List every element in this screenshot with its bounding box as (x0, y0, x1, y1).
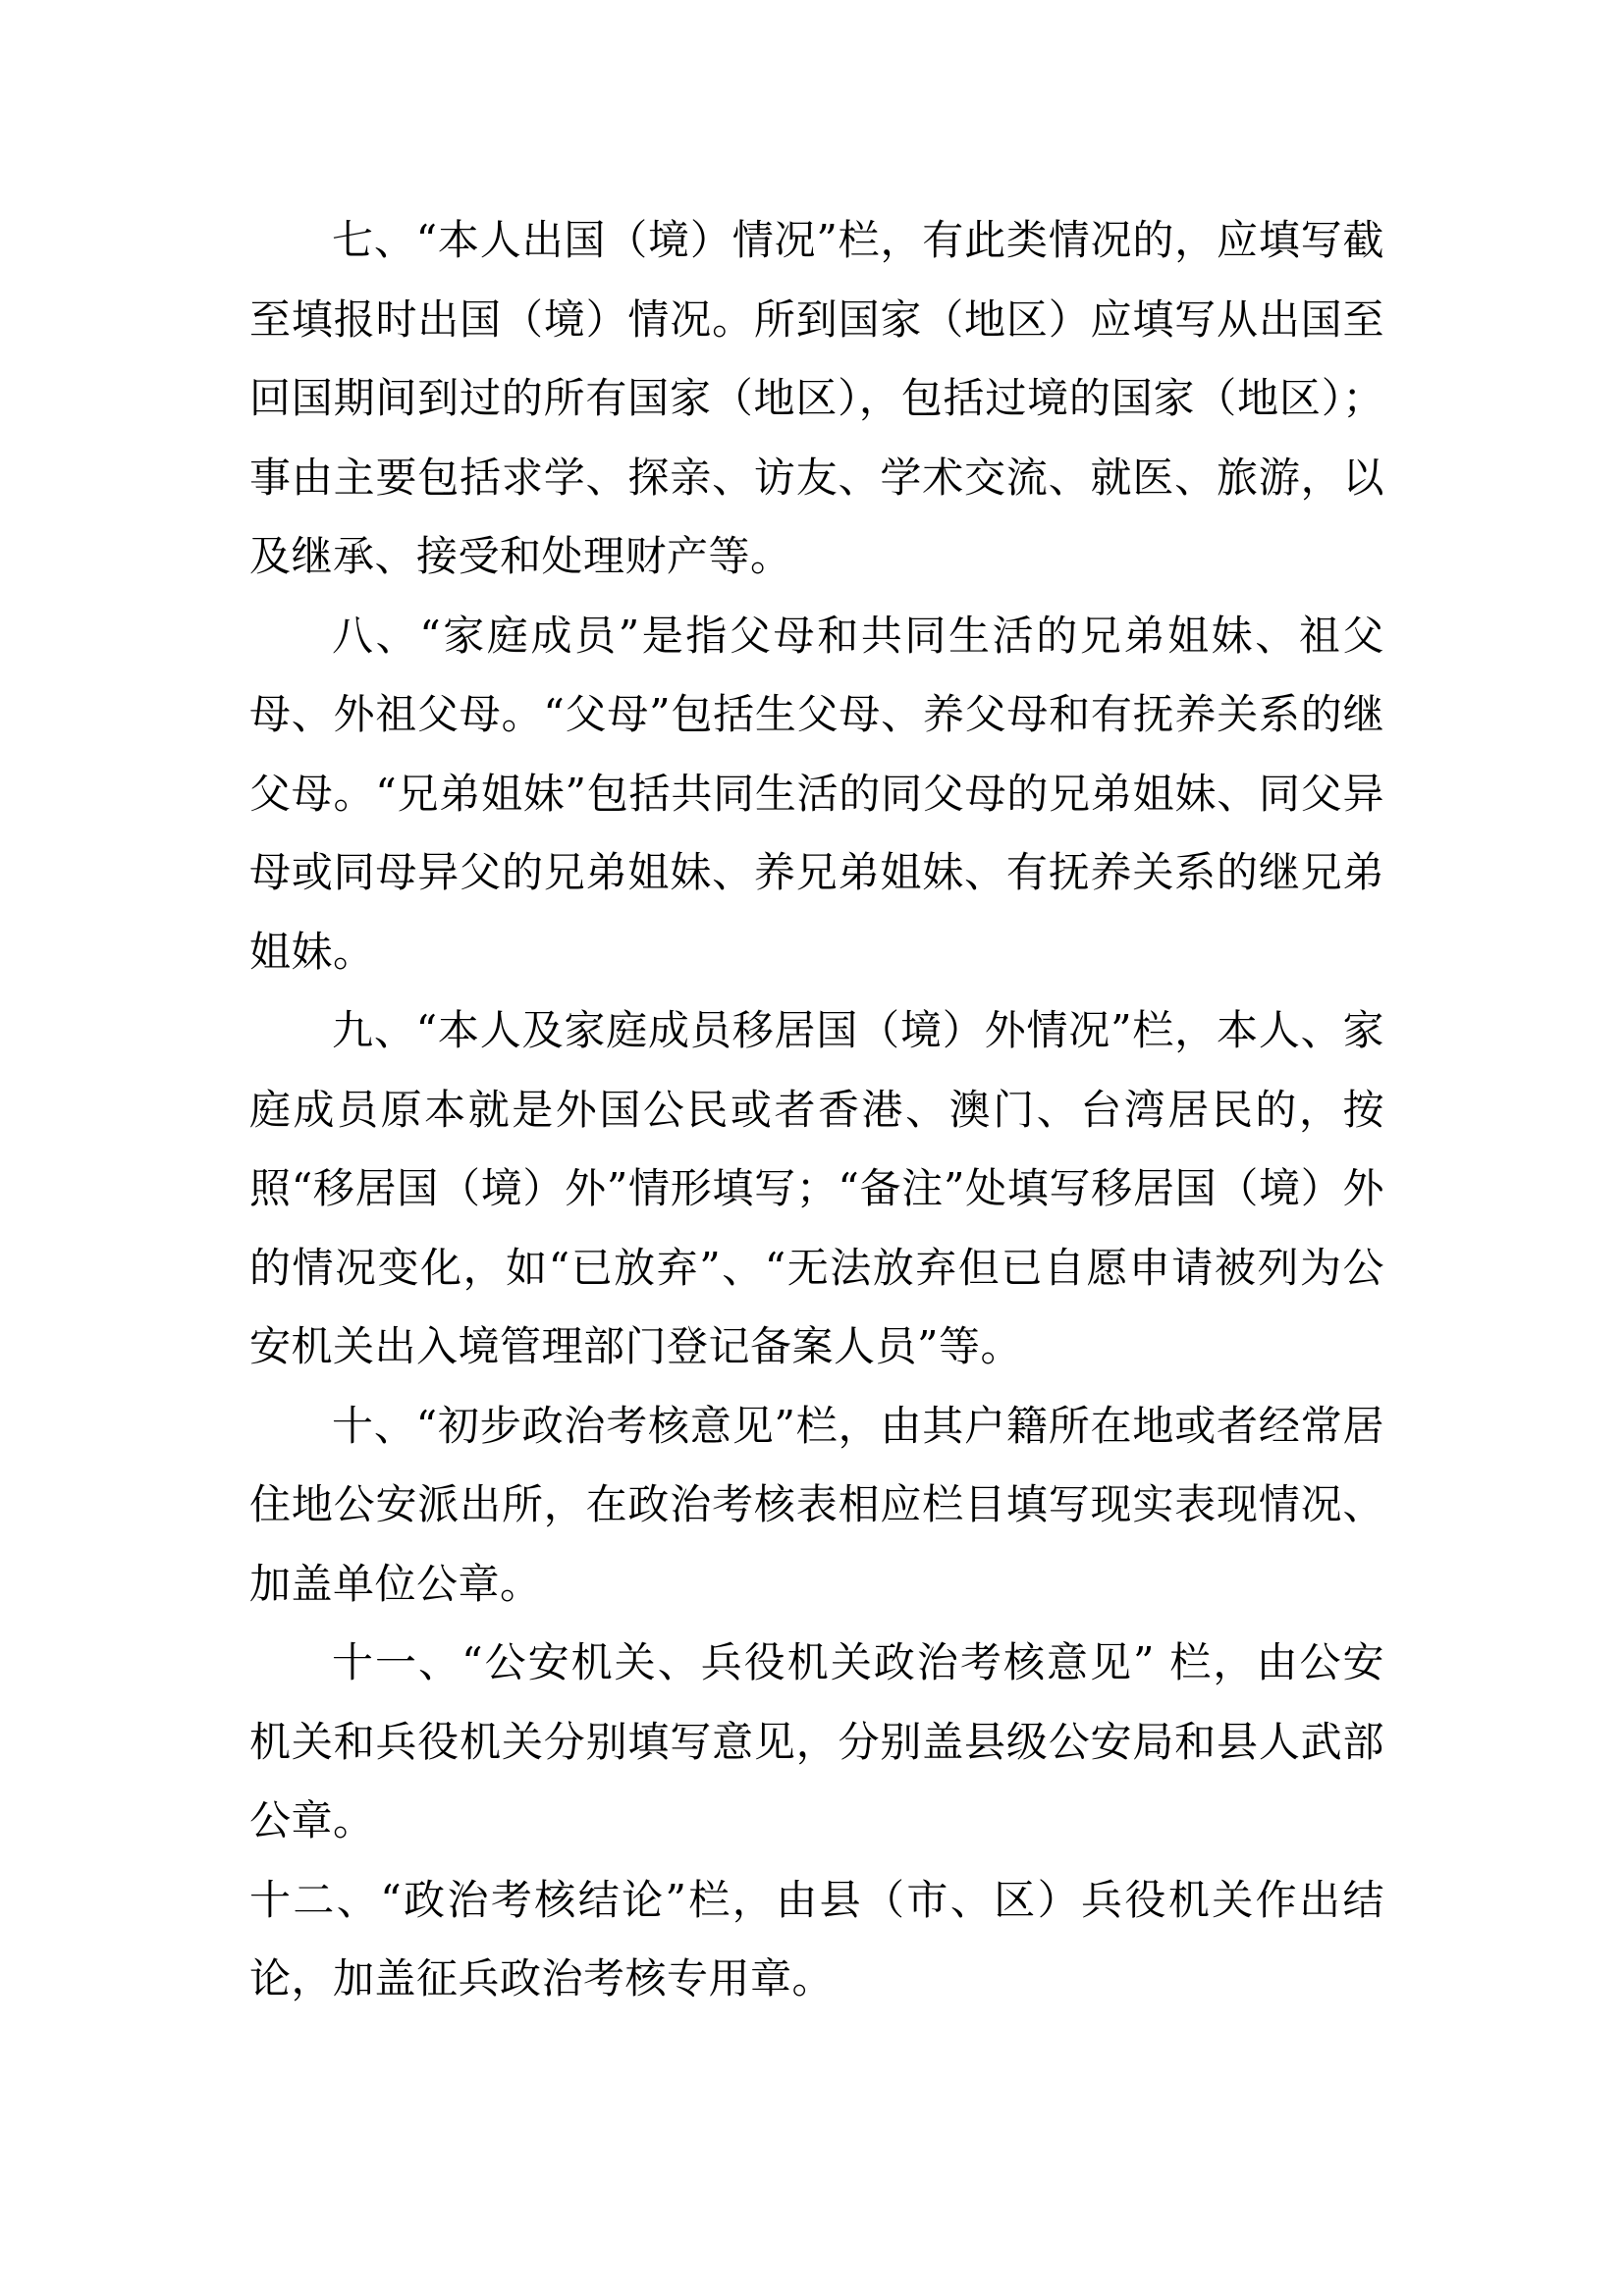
paragraph-item-11: 十一、“公安机关、兵役机关政治考核意见” 栏，由公安机关和兵役机关分别填写意见，分别盖县级公安局和县人武部公章。 (249, 1638, 1384, 1844)
paragraph-item-8: 八、“家庭成员”是指父母和共同生活的兄弟姐妹、祖父母、外祖父母。“父母”包括生父母、养父母和有抚养关系的继父母。“兄弟姐妹”包括共同生活的同父母的兄弟姐妹、同父异母或同母异父的兄弟姐妹、养兄弟姐妹、有抚养关系的继兄弟姐妹。 (249, 611, 1384, 976)
paragraph-item-9: 九、“本人及家庭成员移居国（境）外情况”栏，本人、家庭成员原本就是外国公民或者香港、澳门、台湾居民的，按照“移居国（境）外”情形填写；“备注”处填写移居国（境）外的情况变化，如“已放弃”、“无法放弃但已自愿申请被列为公安机关出入境管理部门登记备案人员”等。 (249, 1006, 1384, 1370)
paragraph-item-12: 十二、“政治考核结论”栏，由县（市、区）兵役机关作出结论，加盖征兵政治考核专用章。 (249, 1875, 1384, 2002)
document-body (249, 201, 1384, 2019)
paragraph-item-10: 十、“初步政治考核意见”栏，由其户籍所在地或者经常居住地公安派出所，在政治考核表相应栏目填写现实表现情况、加盖单位公章。 (249, 1401, 1384, 1608)
paragraph-item-7: 七、“本人出国（境）情况”栏，有此类情况的，应填写截至填报时出国（境）情况。所到国家（地区）应填写从出国至回国期间到过的所有国家（地区），包括过境的国家（地区）；事由主要包括求学、探亲、访友、学术交流、就医、旅游，以及继承、接受和处理财产等。 (249, 216, 1384, 580)
